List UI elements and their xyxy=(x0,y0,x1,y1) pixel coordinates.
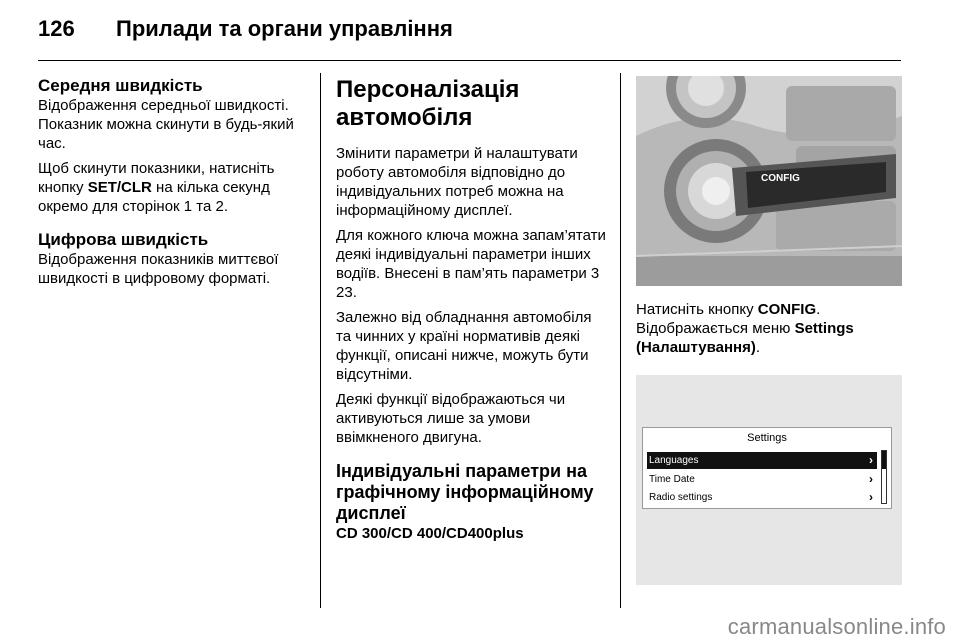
menu-instruction: Відображається меню Settings (Налаштування). xyxy=(636,320,854,356)
avg-speed-text: Відображення середньої швидкості. Показник можна скинути в будь-який час. xyxy=(38,97,294,152)
config-button-label: CONFIG xyxy=(761,173,800,184)
page-reference[interactable]: 3 23 xyxy=(336,265,600,301)
page-number: 126 xyxy=(38,16,75,41)
column-divider-2 xyxy=(620,73,621,608)
menu-item-time-date[interactable]: Time Date › xyxy=(649,472,873,486)
config-label: CONFIG xyxy=(757,301,817,318)
column-1 xyxy=(38,76,308,288)
chevron-right-icon: › xyxy=(869,472,873,486)
header-divider xyxy=(38,60,901,61)
chevron-right-icon: › xyxy=(869,490,873,504)
watermark-site: carmanualsonline.info xyxy=(727,614,946,639)
digital-speed-heading: Цифрова швидкість xyxy=(38,230,209,249)
main-heading: Персоналізація автомобіля xyxy=(336,76,520,131)
models-label: CD 300/CD 400/CD400plus xyxy=(336,525,524,542)
scrollbar-thumb[interactable] xyxy=(882,451,886,469)
settings-menu-label: Settings (Налаштування) xyxy=(636,320,854,356)
avg-speed-heading: Середня швидкість xyxy=(38,76,203,95)
column-3 xyxy=(636,76,902,585)
digital-speed-text: Відображення показників миттєвої швидкості в цифровому форматі. xyxy=(38,251,279,287)
control-panel-photo xyxy=(636,76,902,286)
set-clr-button-label: SET/CLR xyxy=(87,179,152,196)
page-header xyxy=(38,16,453,46)
display-photo xyxy=(636,375,902,585)
settings-screen xyxy=(642,427,892,509)
menu-item-radio-settings[interactable]: Radio settings › xyxy=(649,490,873,504)
chevron-right-icon: › xyxy=(869,453,873,467)
engine-paragraph: Деякі функції відображаються чи активуються лише за умови ввімкненого двигуна. xyxy=(336,391,566,446)
equipment-paragraph: Залежно від обладнання автомобіля та чинних у країні нормативів деякі функції, описані нижче, можуть бути відсутніми. xyxy=(336,309,592,383)
page-title: Прилади та органи управління xyxy=(116,16,453,41)
screen-title: Settings xyxy=(747,432,787,444)
sub-heading: Індивідуальні параметри на графічному інформаційному дисплеї xyxy=(336,461,594,523)
intro-paragraph: Змінити параметри й налаштувати роботу автомобіля відповідно до індивідуальних потреб можна на інформаційному дисплеї. xyxy=(336,145,578,219)
press-config-instruction: Натисніть кнопку CONFIG. xyxy=(636,301,821,318)
column-divider-1 xyxy=(320,73,321,608)
memory-paragraph: Для кожного ключа можна запам’ятати деякі індивідуальні параметри інших водіїв. Внесені в пам’ять параметри 3 23. xyxy=(336,227,606,301)
menu-item-languages[interactable]: Languages › xyxy=(647,452,877,469)
column-2 xyxy=(336,76,606,543)
menu-scrollbar[interactable] xyxy=(881,450,887,504)
reset-instruction: Щоб скинути показники, натисніть кнопку SET/CLR на кілька секунд окремо для сторінок 1 та 2. xyxy=(38,160,275,215)
